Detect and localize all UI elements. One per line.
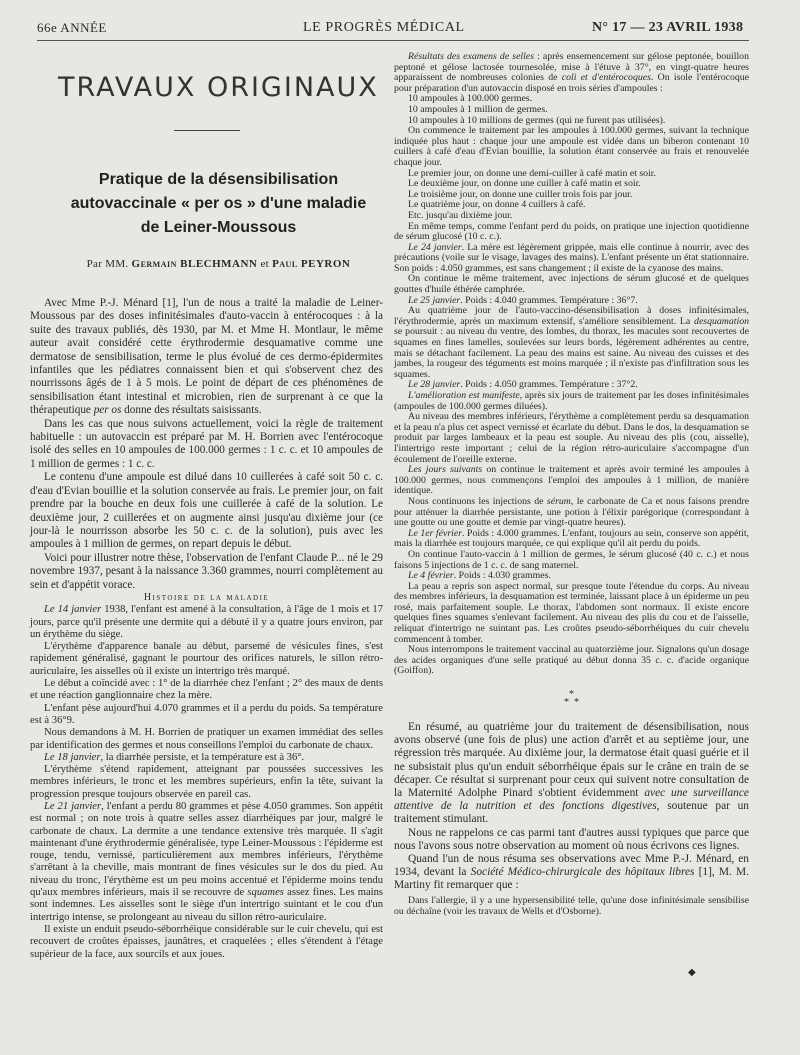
paragraph: La peau a repris son aspect normal, sur presque toute l'étendue du corps. Au niveau des membres inférieurs, la desquamation est terminée, laissant place à un épiderme un peu rosé, mais parfaitement souple. Le thorax, l'abdomen sont normaux. Il existe encore quelques fines squames s'enlevant facilement. Au niveau des plis du cou et de l'aisselle, reliquat d'intertrigo ne suintant pas. Les croûtes pseudo-séborrhéiques du cuir chevelu commencent à tomber.: [394, 580, 749, 645]
paragraph: On continue le même traitement, avec injections de sérum glucosé et de quelques gouttes d'huile éthérée camphrée.: [394, 273, 749, 296]
end-mark-icon: ◆: [688, 967, 696, 978]
conclusion-block: [394, 721, 749, 893]
paragraph: Résultats des examens de selles : après ensemencement sur gélose peptonée, bouillon peptoné et gélose lactosée tournesolée, mise à l'étuve à 37°, en vingt-quatre heures apparaissent de nombreuses colonies de coli et d'entérocoques. On isole l'entérocoque pour préparation d'un autovaccin disposé en trois séries d'ampoules :: [394, 51, 749, 94]
paragraph: Le début a coïncidé avec : 1° de la diarrhée chez l'enfant ; 2° des maux de dents et une réaction ganglionnaire chez la mère.: [30, 678, 383, 702]
paragraph: Quand l'un de nous résuma ses observations avec Mme P.-J. Ménard, en 1934, devant la Société Médico-chirurgicale des hôpitaux libres [1], M. M. Martiny fit remarquer que :: [394, 853, 749, 892]
paragraph: Le 1er février. Poids : 4.000 grammes. L'enfant, toujours au sein, conserve son appétit, mais la diarrhée est toujours marquée, ce qui explique qu'il ait perdu du poids.: [394, 527, 749, 550]
list-item: 10 ampoules à 1 million de germes.: [408, 103, 548, 115]
paragraph: Avec Mme P.-J. Ménard [1], l'un de nous a traité la maladie de Leiner-Moussous par des doses infinitésimales d'auto-vaccin à entérocoques : à la suite des travaux publiés, dès 1930, par M. et Mme H. Montlaur, le même auteur avait considéré cette érythrodermie desquamative comme une dermatose de sensibilisation, terme le plus évolué de ces dermo-épidermites infantiles que les pédiatres connaissent bien et qui s'observent chez des nourrissons âgés de 1 à 5 mois. Le point de départ de ces phénomènes de sensibilisation étant intestinal et microbien, rien de surprenant à ce que la thérapeutique per os donne des résultats saisissants.: [30, 297, 383, 417]
paragraph: Au niveau des membres inférieurs, l'érythème a complètement perdu sa desquamation et la peau n'a plus cet aspect vernissé et écarlate du début. Dans le dos, la desquamation se produit par larges lambeaux et la peau est souple. Au niveau des plis (cou, aisselle), l'intertrigo reste important ; celui de la région rétro-auriculaire s'accompagne d'un écoulement de l'oreille externe.: [394, 411, 749, 465]
running-header-journal: LE PROGRÈS MÉDICAL: [303, 20, 465, 35]
paragraph: Nous continuons les injections de sérum, le carbonate de Ca et nous faisons prendre pour atténuer la diarrhée persistante, une potion à l'élixir parégorique (correspondant à une goutte ou une goutte et demie par vingt-quatre heures).: [394, 495, 750, 529]
section-title: TRAVAUX ORIGINAUX: [58, 72, 379, 103]
paragraph: On continue l'auto-vaccin à 1 million de germes, le sérum glucosé (40 c. c.) et nous faisons 5 injections de 1 c. c. de sang maternel.: [394, 548, 749, 571]
paragraph: Il existe un enduit pseudo-séborrhéique considérable sur le cuir chevelu, qui est recouvert de croûtes épaisses, jaunâtres, et craquelées ; elles s'étendent à l'étage supérieur de la face, aux sourcils et aux joues.: [30, 923, 383, 960]
authors-line: [56, 258, 381, 270]
separator-star-bottom: * *: [564, 697, 579, 709]
running-header-year: 66e ANNÉE: [37, 20, 107, 35]
paragraph: Le 14 janvier 1938, l'enfant est amené à la consultation, à l'âge de 1 mois et 17 jours, parce qu'il présente une dermite qui a débuté il y a quatre jours environ, par un érythème du siège.: [30, 604, 383, 640]
article-title-line2: autovaccinale « per os » d'une maladie: [70, 195, 367, 212]
separator-star-top: *: [569, 689, 574, 701]
paragraph: Le 24 janvier. La mère est légèrement grippée, mais elle continue à nourrir, avec des précautions (voile sur le visage, lavages des mains). L'enfant présente un état stationnaire. Son poids : 4.050 grammes, est sans changement ; il existe de la cyanose des mains.: [394, 241, 749, 274]
paragraph: Les jours suivants on continue le traitement et après avoir terminé les ampoules à 100.000 germes, nous commençons l'emploi des ampoules à 1 million, de manière identique.: [394, 464, 750, 497]
authors-conj: et: [260, 258, 269, 270]
list-item: 10 ampoules à 10 millions de germes (qui ne furent pas utilisées).: [408, 114, 666, 126]
paragraph: Nous interrompons le traitement vaccinal au quatorzième jour. Signalons qu'un dosage des acides organiques d'une selle pratiqué au début donna 35 c. c. d'acide organique (Goiffon).: [394, 644, 749, 677]
list-item: 10 ampoules à 100.000 germes.: [408, 93, 533, 105]
subsection-heading: Histoire de la maladie: [143, 591, 270, 603]
paragraph: Le 25 janvier. Poids : 4.040 grammes. Température : 36°7.: [408, 294, 638, 306]
paragraph: On commence le traitement par les ampoules à 100.000 germes, suivant la technique indiquée plus haut : chaque jour une ampoule est vidée dans un biberon contenant 10 cuillers à café d'eau d'Evian bouillie, la solution étant conservée au frais et renouvelée chaque jour.: [394, 125, 749, 168]
author-1: Germain BLECHMANN: [131, 258, 258, 270]
paragraph: En même temps, comme l'enfant perd du poids, on pratique une injection quotidienne de sérum glucosé (10 c. c.).: [394, 220, 749, 243]
article-title: [56, 168, 381, 240]
paragraph: En résumé, au quatrième jour du traitement de désensibilisation, nous avons observé (une fois de plus) une action d'arrêt et au septième jour, une régression très marquée. Au dixième jour, la dermatose était quasi guérie et il ne subsistait plus qu'un enduit séborrhéique épais sur le crâne en train de se décaper. Ce résultat si surprenant pour ceux qui suivent notre consultation de la Maternité Adolphe Pinard s'obtient évidemment avec une surveillance attentive de la nutrition et des fonctions digestives, soutenue par un traitement stimulant.: [394, 721, 749, 826]
authors-prefix: Par MM.: [86, 258, 129, 270]
paragraph: Dans les cas que nous suivons actuellement, voici la règle de traitement habituelle : un autovaccin est préparé par M. H. Borrien avec l'entérocoque isolé des selles en 10 ampoules de 100.000 germes : 1 c. c. et 10 ampoules de 1 million de germes : 1 c. c.: [30, 417, 383, 470]
quote-paragraph: Dans l'allergie, il y a une hypersensibilité telle, qu'une dose infinitésimale sensibilise ou déchaîne (voir les travaux de Wells et d'Osborne).: [394, 894, 749, 917]
title-rule: [174, 130, 240, 131]
section-separator: [394, 691, 749, 707]
list-item: Le troisième jour, on donne une cuiller trois fois par jour.: [408, 188, 633, 200]
paragraph: L'érythème s'étend rapidement, atteignant par poussées successives les membres inférieurs, le tronc et les membres supérieurs, enfin la tête, suivant la progression presque toujours observée en pareil cas.: [30, 764, 383, 800]
author-2: Paul PEYRON: [272, 258, 351, 270]
paragraph: Nous demandons à M. H. Borrien de pratiquer un examen immédiat des selles par identification des germes et nous conseillons l'emploi du carbonate de chaux.: [30, 727, 383, 751]
list-item: Le premier jour, on donne une demi-cuiller à café matin et soir.: [408, 167, 656, 179]
left-column: [30, 297, 383, 961]
list-item: Etc. jusqu'au dixième jour.: [408, 209, 513, 221]
paragraph: Le 18 janvier, la diarrhée persiste, et la température est à 36°.: [44, 751, 305, 763]
intro-block: [30, 297, 383, 592]
paragraph: Le 28 janvier. Poids : 4.050 grammes. Température : 37°2.: [408, 379, 638, 391]
list-item: Le deuxième jour, on donne une cuiller à café matin et soir.: [408, 178, 641, 190]
paragraph: Au quatrième jour de l'auto-vaccino-désensibilisation à doses infinitésimales, l'érythrodermie, après un maximum extensif, s'améliore sensiblement. La desquamation se poursuit : au niveau du ventre, des lombes, du thorax, les macules sont recouvertes de squames en fines lamelles, soulevées sur leurs bords, légèrement adhérentes au centre, mais se détachant facilement. La peau des mains est saine. Au niveau des cuisses et des jambes, la rougeur des téguments est moins marquée ; il n'existe pas d'infiltration sous les squames.: [394, 305, 750, 380]
paragraph: Nous ne rappelons ce cas parmi tant d'autres aussi typiques que parce que nous l'avons sous notre observation au moment où nous écrivons ces lignes.: [394, 826, 749, 852]
running-header-issue: N° 17 — 23 AVRIL 1938: [592, 20, 744, 35]
article-title-line1: Pratique de la désensibilisation: [98, 171, 339, 188]
paragraph: Le 21 janvier, l'enfant a perdu 80 grammes et pèse 4.050 grammes. Son appétit est normal ; on note trois à quatre selles assez diarrhéiques par jour, malgré le carbonate de chaux. La dermite a une tendance extensive très marquée. Il s'agit maintenant d'une érythrodermie généralisée, type Leiner-Moussous : l'épiderme est rouge, tendu, vernissé, particulièrement aux membres inférieurs, l'érythème s'arrêtant à la cheville, mais montrant de fines vésicules sur le dos du pied. Au niveau du tronc, l'érythème est un peu moins accentué et l'épiderme moins tendu qu'aux membres inférieurs, mais il se recouvre de squames assez fines. Les mains sont indemnes. Les aisselles sont le siège d'un intertrigo suintant et le cou d'un intertrigo intense, se prolongeant au niveau du sillon rétro-auriculaire.: [30, 800, 384, 923]
paragraph: Le 4 février. Poids : 4.030 grammes.: [408, 570, 551, 582]
paragraph: L'amélioration est manifeste, après six jours de traitement par les doses infinitésimales (ampoules de 100.000 germes diluées).: [394, 390, 749, 412]
paragraph: Le contenu d'une ampoule est dilué dans 10 cuillerées à café soit 50 c. c. d'eau d'Evian bouillie et la solution conservée au frais. Le premier jour, on fait prendre par la bouche en deux fois une cuillerée à café de la solution. Le deuxième jour, 2 cuillerées et on augmente ainsi jusqu'au dixième jour (ce jour-là le nourrisson absorbe les 50 c. c. de la solution), puis avec les ampoules à 1 million de germes, on repart depuis le début.: [30, 471, 383, 551]
list-item: Le quatrième jour, on donne 4 cuillers à café.: [408, 199, 586, 211]
paragraph: L'érythème d'apparence banale au début, parsemé de vésicules fines, s'est rapidement généralisé, gagnant le pourtour des orifices naturels, le sillon rétro-auriculaire, les aisselles où il existe un intertrigo très marqué.: [30, 641, 383, 677]
article-title-line3: de Leiner-Moussous: [140, 219, 297, 236]
right-column: [394, 52, 749, 917]
header-rule: [37, 40, 749, 41]
paragraph: Voici pour illustrer notre thèse, l'observation de l'enfant Claude P... né le 29 novembre 1937, pesant à la naissance 3.360 grammes, nourri complètement au sein et d'appétit vorace.: [30, 551, 383, 591]
paragraph: L'enfant pèse aujourd'hui 4.070 grammes et il a perdu du poids. Sa température est à 36°9.: [30, 702, 383, 726]
